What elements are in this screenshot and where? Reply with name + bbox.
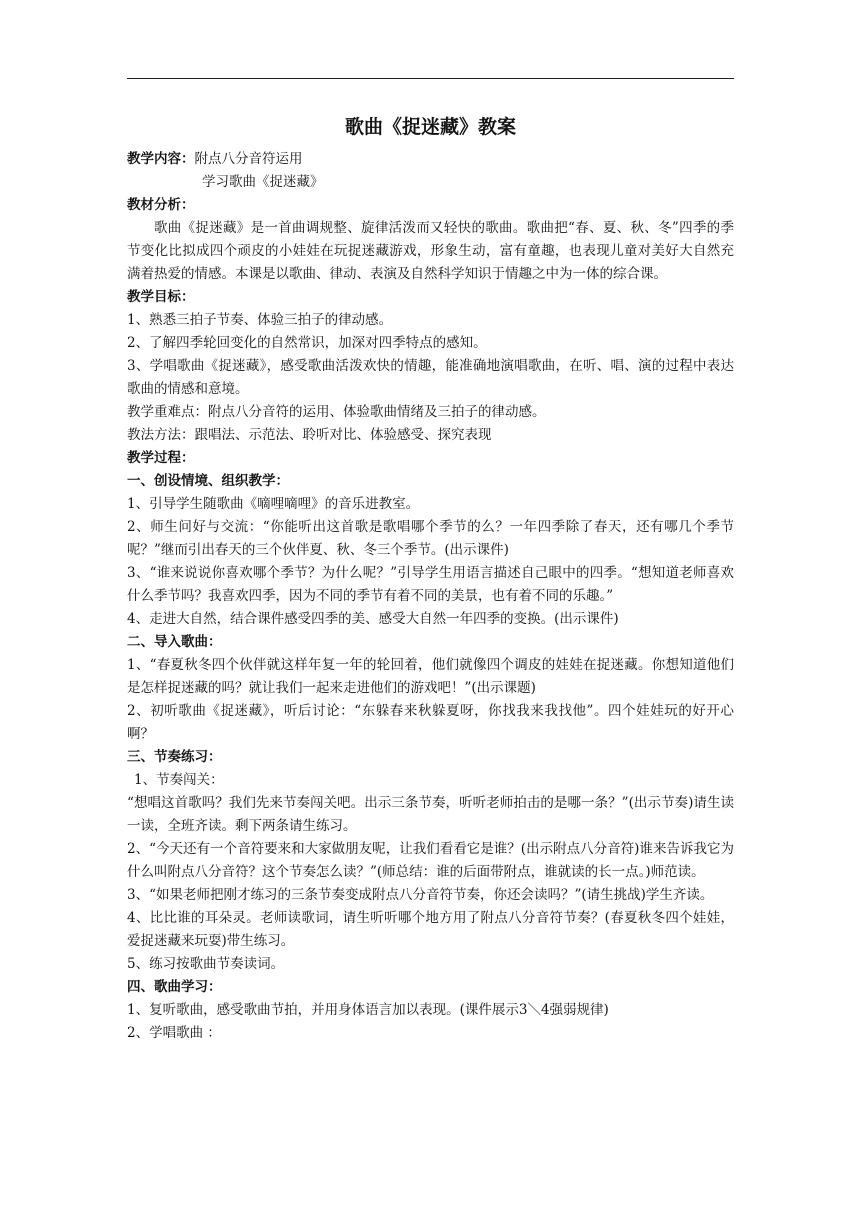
analysis-label: 教材分析： (127, 197, 195, 213)
section-2-heading: 二、导入歌曲： (127, 634, 222, 650)
section-3-item: 4、比比谁的耳朵灵。老师读歌词，请生听听哪个地方用了附点八分音符节奏？(春夏秋冬四个娃娃，爱捉迷藏来玩耍)带生练习。 (127, 910, 734, 949)
section-3-item: 3、“如果老师把刚才练习的三条节奏变成附点八分音符节奏，你还会读吗？”(请生挑战)学生齐读。 (127, 887, 714, 903)
section-3-item: 5、练习按歌曲节奏读词。 (127, 956, 285, 972)
section-1-item: 3、“谁来说说你喜欢哪个季节？为什么呢？”引导学生用语言描述自己眼中的四季。“想知道老师喜欢什么季节吗？我喜欢四季，因为不同的季节有着不同的美景，也有着不同的乐趣。” (127, 565, 734, 604)
content-label: 教学内容： (127, 151, 195, 167)
document-title: 歌曲《捉迷藏》教案 (344, 116, 516, 138)
section-3-heading: 三、节奏练习： (127, 749, 222, 765)
section-1-heading: 一、创设情境、组织教学： (127, 473, 289, 489)
section-2-item: 1、“春夏秋冬四个伙伴就这样年复一年的轮回着，他们就像四个调皮的娃娃在捉迷藏。你想知道他们是怎样捉迷藏的吗？就让我们一起来走进他们的游戏吧！”(出示课题) (127, 657, 734, 696)
section-4-heading: 四、歌曲学习： (127, 979, 222, 995)
section-3-item: 2、“今天还有一个音符要来和大家做朋友呢，让我们看看它是谁？(出示附点八分音符)谁来告诉我它为什么叫附点八分音符？这个节奏怎么读？”(师总结：谁的后面带附点，谁就读的长一点。)师范读。 (127, 841, 734, 880)
key-points: 教学重难点：附点八分音符的运用、体验歌曲情绪及三拍子的律动感。 (127, 404, 546, 420)
goal-item: 1、熟悉三拍子节奏、体验三拍子的律动感。 (127, 312, 393, 328)
section-2-item: 2、初听歌曲《捉迷藏》，听后讨论：“东躲春来秋躲夏呀，你找我来我找他”。四个娃娃玩的好开心啊？ (127, 703, 734, 742)
teaching-methods: 教法方法：跟唱法、示范法、聆听对比、体验感受、探究表现 (127, 427, 492, 443)
section-3-subheading: 1、节奏闯关： (134, 772, 224, 788)
section-1-item: 2、师生问好与交流：“你能听出这首歌是歌唱哪个季节的么？一年四季除了春天，还有哪几个季节呢？”继而引出春天的三个伙伴夏、秋、冬三个季节。(出示课件) (127, 519, 734, 558)
section-1-item: 1、引导学生随歌曲《嘀哩嘀哩》的音乐进教室。 (127, 496, 420, 512)
goals-label: 教学目标： (127, 289, 195, 305)
process-label: 教学过程： (127, 450, 195, 466)
goal-item: 2、了解四季轮回变化的自然常识，加深对四季特点的感知。 (127, 335, 487, 351)
section-4-item: 2、学唱歌曲 ： (127, 1025, 221, 1041)
section-3-item: “想唱这首歌吗？我们先来节奏闯关吧。出示三条节奏，听听老师拍击的是哪一条？”(出示节奏)请生读一读，全班齐读。剩下两条请生练习。 (127, 795, 734, 834)
section-4-item: 1、复听歌曲，感受歌曲节拍，并用身体语言加以表现。(课件展示3＼4强弱规律) (127, 1002, 609, 1018)
content-row (127, 148, 734, 171)
goal-item: 3、学唱歌曲《捉迷藏》，感受歌曲活泼欢快的情趣，能准确地演唱歌曲，在听、唱、演的过程中表达歌曲的情感和意境。 (127, 358, 734, 397)
document-body (127, 112, 734, 1045)
content-item-2: 学习歌曲《捉迷藏》 (202, 174, 324, 190)
section-1-item: 4、走进大自然，结合课件感受四季的美、感受大自然一年四季的变换。(出示课件) (127, 611, 619, 627)
content-item-1: 附点八分音符运用 (194, 151, 303, 167)
header-rule (127, 78, 734, 79)
analysis-text: 歌曲《捉迷藏》是一首曲调规整、旋律活泼而又轻快的歌曲。歌曲把“春、夏、秋、冬”四季的季节变化比拟成四个顽皮的小娃娃在玩捉迷藏游戏，形象生动，富有童趣，也表现儿童对美好大自然充满着热爱的情感。本课是以歌曲、律动、表演及自然科学知识于情趣之中为一体的综合课。 (127, 220, 734, 282)
